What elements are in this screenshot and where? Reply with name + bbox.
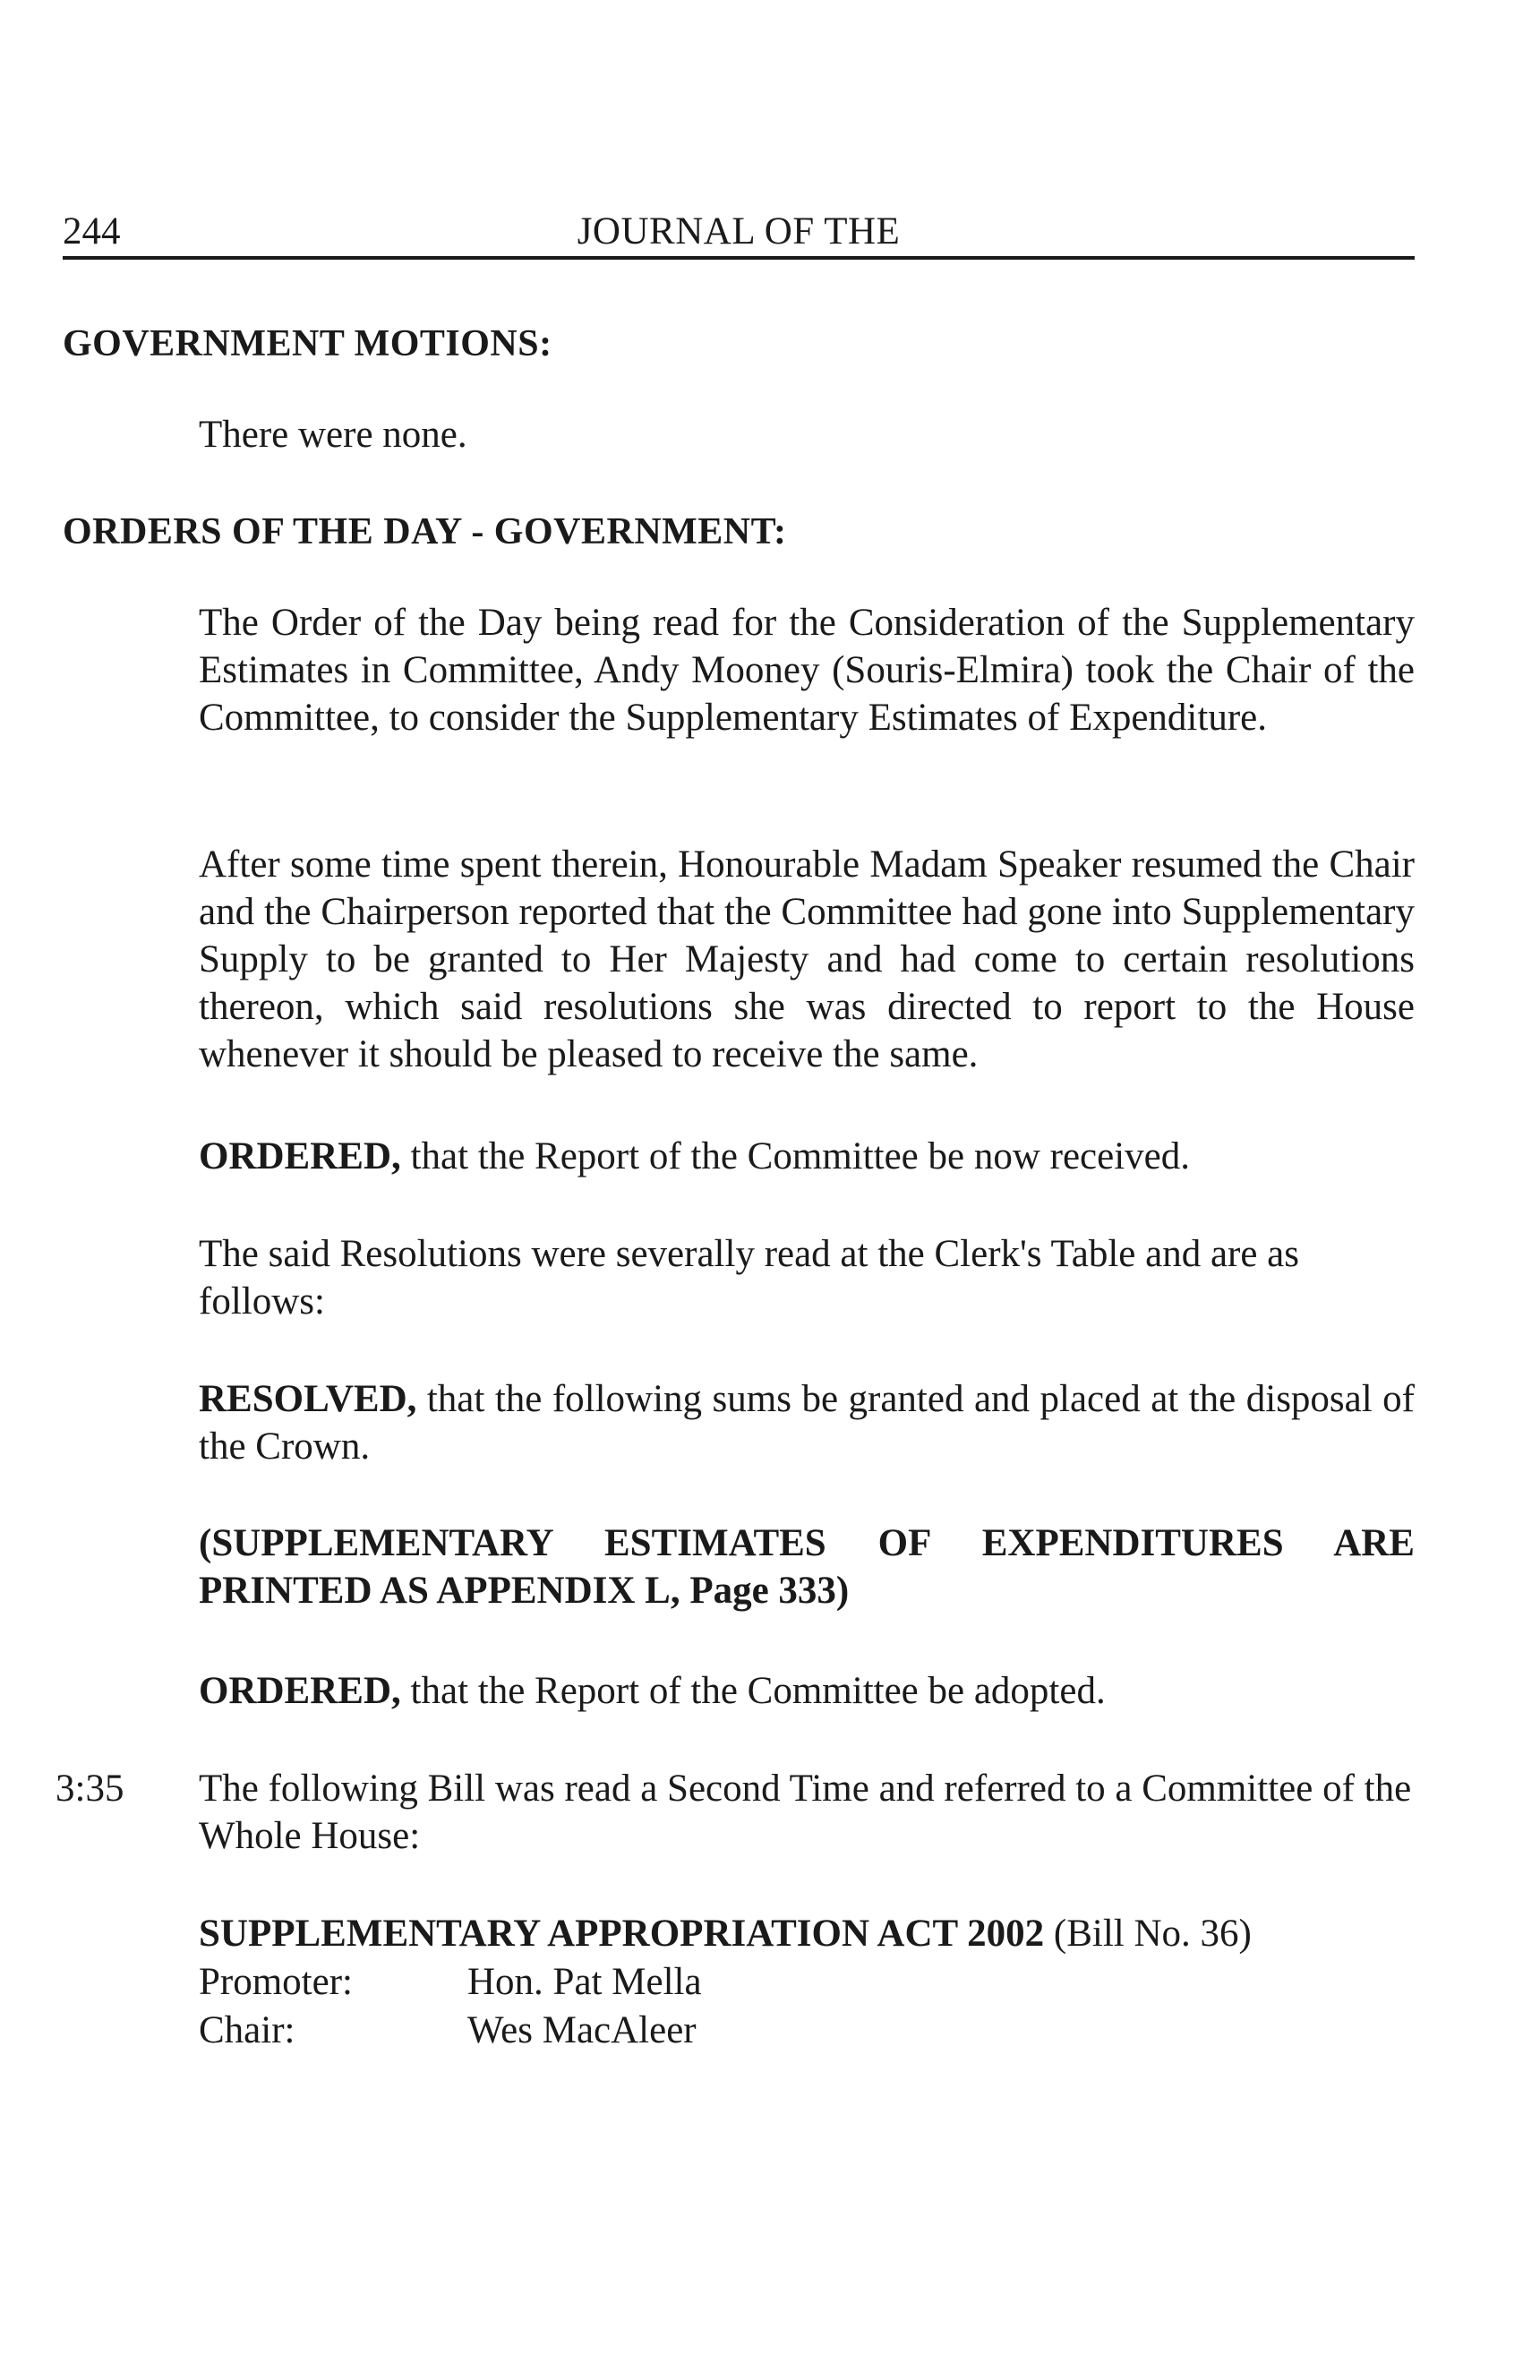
orders-paragraph-1: The Order of the Day being read for the Consideration of the Supplementary Estimates in Committee, Andy Mooney (Souris-Elmira) took the Chair of the Committee, to consider the Supplementary Estimates of Expenditure.: [199, 602, 1415, 739]
appendix-note: (SUPPLEMENTARY ESTIMATES OF EXPENDITURES ARE PRINTED AS APPENDIX L, Page 333): [199, 1522, 1415, 1612]
ordered-label: ORDERED,: [199, 1670, 401, 1712]
government-motions-text: There were none.: [199, 414, 467, 456]
promoter-label: Promoter:: [199, 1961, 353, 2003]
orders-of-the-day-heading: ORDERS OF THE DAY - GOVERNMENT:: [63, 511, 787, 552]
ordered-text: that the Report of the Committee be now received.: [400, 1135, 1191, 1177]
orders-paragraph-3: The said Resolutions were severally read at the Clerk's Table and are as follows:: [199, 1233, 1300, 1323]
government-motions-heading: GOVERNMENT MOTIONS:: [63, 323, 552, 364]
ordered-received: [199, 1133, 1190, 1180]
ordered-adopted: [199, 1667, 1106, 1715]
chair-line: [199, 2007, 697, 2054]
time-stamp: 3:35: [56, 1768, 124, 1810]
ordered-text: that the Report of the Committee be adopted.: [400, 1670, 1106, 1712]
page-number: 244: [63, 210, 121, 253]
orders-paragraph-2: After some time spent therein, Honourable Madam Speaker resumed the Chair and the Chairperson reported that the Committee had gone into Supplementary Supply to be granted to Her Majesty and had come to certain resolutions thereon, which said resolutions she was directed to report to the House whenever it should be pleased to receive the same.: [199, 843, 1415, 1075]
page-header: [63, 202, 1415, 260]
bill-number: (Bill No. 36): [1044, 1913, 1252, 1955]
chair-value: Wes MacAleer: [467, 2009, 697, 2051]
promoter-value: Hon. Pat Mella: [467, 1961, 702, 2003]
running-head: JOURNAL OF THE: [577, 210, 901, 253]
resolved-paragraph: [199, 1375, 1415, 1470]
ordered-label: ORDERED,: [199, 1135, 401, 1177]
bill-title: SUPPLEMENTARY APPROPRIATION ACT 2002: [199, 1913, 1045, 1955]
chair-label: Chair:: [199, 2009, 295, 2051]
second-reading-text: The following Bill was read a Second Time and referred to a Committee of the Whole House:: [199, 1768, 1412, 1857]
promoter-line: [199, 1958, 702, 2006]
bill-title-line: [199, 1910, 1252, 1957]
resolved-label: RESOLVED,: [199, 1378, 417, 1420]
resolved-text: that the following sums be granted and placed at the disposal of the Crown.: [199, 1378, 1415, 1468]
